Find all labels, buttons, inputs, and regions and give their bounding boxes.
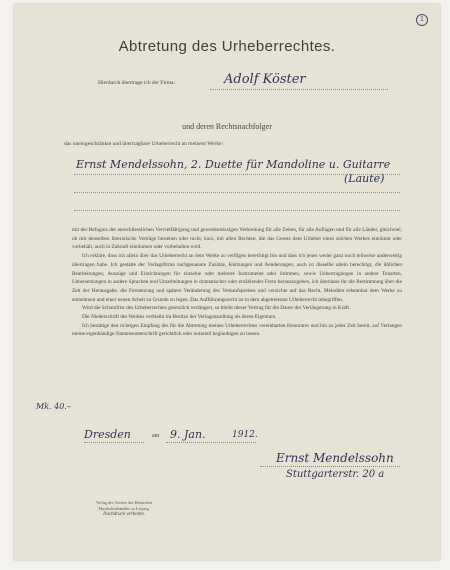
signature-handwritten: Ernst Mendelssohn — [276, 451, 394, 465]
body-paragraph: Wird die Schutzfrist des Urheberrechtes gesetzlich verlängert, so bleibt dieser Vertrag für die Dauer der Verlängerung in Kraft. — [82, 305, 351, 312]
firm-name-handwritten: Adolf Köster — [224, 72, 306, 87]
publisher-line-1: Verlag des Vereins der Deutschen — [96, 500, 153, 505]
rights-intro: das uneingeschränkte und übertragbare Urheberrecht an meinem Werke: — [64, 141, 224, 147]
assignment-line — [98, 74, 418, 92]
body-paragraph: Die Niederschrift des Werkes verbleibt im Besitze der Verlagshandlung als deren Eigentum. — [82, 314, 277, 321]
place-date-line — [84, 428, 284, 444]
date-rule — [166, 442, 256, 443]
assignment-label: Hierdurch übertrage ich der Firma: — [98, 80, 175, 86]
works-line-2: (Laute) — [344, 172, 385, 185]
works-rule-3 — [74, 210, 400, 211]
signature-rule — [260, 466, 400, 467]
body-paragraph: Ich bestätige den richtigen Empfang des für die Abtretung meines Urheberrechtes vereinbarten Honorares und bin zu jeder Zeit bereit, auf Verlangen meine eigenhändige Namensunterschrift gerichtlich oder notariell beglaubigen zu lassen. — [72, 322, 402, 338]
publisher-imprint — [96, 500, 152, 518]
page-number: 1 — [416, 14, 428, 26]
reprint-notice: Nachdruck verboten. — [103, 512, 146, 518]
successors-line: und deren Rechtsnachfolger — [182, 122, 272, 131]
firm-rule — [210, 89, 388, 90]
am-label: am — [152, 433, 160, 439]
margin-note-handwritten: Mk. 40.– — [36, 402, 71, 411]
works-rule-1 — [74, 174, 400, 175]
document-sheet — [14, 4, 440, 560]
works-rule-2 — [74, 192, 400, 193]
body-paragraph: mit der Befugnis der ausschliesslichen Vervielfältigung und gewerbsmässigen Verbreitung für alle Zeiten, für alle Auflagen und für alle Länder, gleichviel, ob mit denselben litterarische Verträge bestehen oder nicht, kurz, mit allen Rechten, die das Gesetz dem Urheber eines solchen Werkes einräumt oder vorbehält, auch in Zukunft einräumen oder vorbehalten wird. — [72, 227, 402, 251]
place-handwritten: Dresden — [84, 428, 131, 441]
publisher-line-2: Musikalienhändler zu Leipzig. — [98, 505, 150, 511]
contract-body — [72, 226, 402, 339]
year-handwritten: 1912. — [232, 430, 258, 440]
place-rule — [84, 442, 144, 443]
works-handwritten — [76, 154, 406, 184]
page-title: Abtretung des Urheberrechtes. — [118, 38, 336, 55]
address-handwritten: Stuttgarterstr. 20 a — [286, 469, 385, 480]
body-paragraph: Ich erkläre, dass ich allein über das Urheberrecht an dem Werke zu verfügen berechtigt bin und dass ich jenes weder ganz noch teilweise anderweitig übertragen habe. Ich gestatte der Verlagsfirma nachgenannte Zusätze, Kürzungen und Aenderungen, auch ist dieselbe allein berechtigt, die üblichen Bearbeitungen, Auszüge und Einrichtungen für einzelne oder mehrere Instrumente oder Stimmen, sowie Uebertragungen in andere Tonarten, Uebersetzungen in andere Sprachen und Umarbeitungen in dramatischer oder erzählender Form herauszugeben, ich überlasse ihr die Bestimmung über die Zeit der Herausgabe, die Festsetzung und spätere Veränderung des Verkaufspreises und verzichte auf das Recht, Melodien erkennbar dem Werke zu entnehmen und einer neuen Arbeit zu Grunde zu legen. Das Aufführungsrecht ist in dem abgetretenen Urheberrecht inbegriffen. — [72, 253, 402, 303]
date-handwritten: 9. Jan. — [170, 428, 206, 441]
works-line-1: Ernst Mendelssohn, 2. Duette für Mandoline u. Guitarre — [76, 158, 391, 171]
